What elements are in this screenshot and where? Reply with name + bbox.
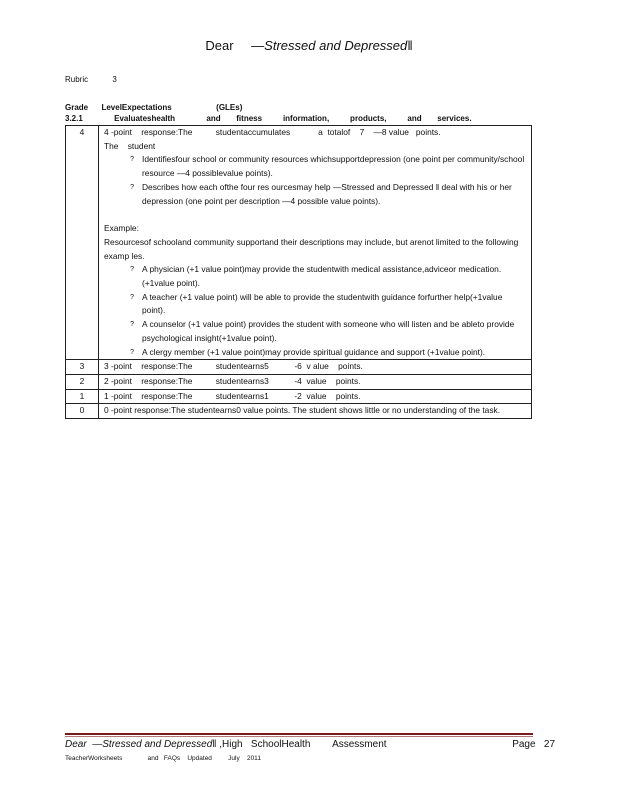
bullet-marker: ? <box>130 348 134 356</box>
description-cell: 3 -point response:The studentearns5 -6 v alue points. <box>99 360 532 375</box>
list-item <box>104 181 527 208</box>
table-row <box>66 374 532 389</box>
title-prefix: Dear <box>205 38 234 53</box>
table-row <box>66 389 532 404</box>
bullet-marker: ? <box>130 266 134 274</box>
score-cell: 3 <box>66 360 99 375</box>
footer-divider <box>65 733 533 735</box>
example-item: A counselor (+1 value point) provides the student with someone who will listen and be ableto provide psychological insight(+1value point). <box>142 319 515 343</box>
footer-prefix: Dear <box>65 739 87 750</box>
list-item <box>104 291 527 318</box>
bullet-marker: ? <box>130 293 134 301</box>
score-value: 4 <box>79 127 85 137</box>
rubric-label: Rubric <box>65 75 89 84</box>
description-cell: 1 -point response:The studentearns1 -2 value points. <box>99 389 532 404</box>
table-row <box>66 126 532 360</box>
footer-subline: TeacherWorksheets and FAQs Updated July 2011 <box>65 755 261 762</box>
criterion-text: Identifiesfour school or community resources whichsupportdepression (one point per community/school resource —4 possiblevalue points). <box>142 154 525 179</box>
example-item: A physician (+1 value point)may provide the studentwith medical assistance,adviceor medication.(+1value point). <box>142 264 502 289</box>
rubric-table <box>65 125 532 419</box>
footer-title-row <box>65 739 555 750</box>
description-cell: 0 -point response:The studentearns0 value points. The student shows little or no understanding of the task. <box>99 404 532 419</box>
score-cell: 0 <box>66 404 99 419</box>
list-item <box>104 153 527 180</box>
list-item <box>104 318 527 345</box>
table-row <box>66 360 532 375</box>
response-intro: 4 -point response:The studentaccumulates a totalof 7 —8 value points. <box>104 127 441 137</box>
example-item: A teacher (+1 value point) will be able to provide the studentwith guidance forfurther help(+1value point). <box>142 291 503 316</box>
score-cell: 1 <box>66 389 99 404</box>
example-item: A clergy member (+1 value point)may provide spiritual guidance and support (+1value point). <box>142 346 486 357</box>
gle-description: 3.2.1 Evaluateshealth and fitness information, products, and services. <box>65 114 472 123</box>
rubric-label-row <box>65 75 117 84</box>
title-italic: —Stressed and Depressed‖ <box>251 38 413 53</box>
criterion-text: Describes how each ofthe four res ourcesmay help —Stressed and Depressed ‖ deal with his or her depression (one point per description —4 possible value points). <box>142 181 512 206</box>
list-item <box>104 263 527 290</box>
list-item <box>104 346 527 360</box>
page-title <box>0 38 618 53</box>
example-text: Resourcesof schooland community supportand their descriptions may include, but arenot limited to the following examp les. <box>104 236 519 261</box>
bullet-marker: ? <box>130 183 134 191</box>
description-cell <box>99 126 532 360</box>
footer-italic: —Stressed and Depressed‖ <box>86 739 217 750</box>
score-cell: 2 <box>66 374 99 389</box>
table-row <box>66 404 532 419</box>
footer-rest: ,High SchoolHealth Assessment <box>216 739 387 750</box>
page-number: Page 27 <box>512 739 555 750</box>
description-cell: 2 -point response:The studentearns3 -4 value points. <box>99 374 532 389</box>
bullet-marker: ? <box>130 156 134 164</box>
score-cell <box>66 126 99 360</box>
footer-divider-thin <box>65 736 533 737</box>
bullet-marker: ? <box>130 321 134 329</box>
example-label: Example: <box>104 223 139 234</box>
student-label: The student <box>104 140 156 151</box>
rubric-number: 3 <box>112 75 117 84</box>
gle-heading: Grade LevelExpectations (GLEs) <box>65 103 243 112</box>
